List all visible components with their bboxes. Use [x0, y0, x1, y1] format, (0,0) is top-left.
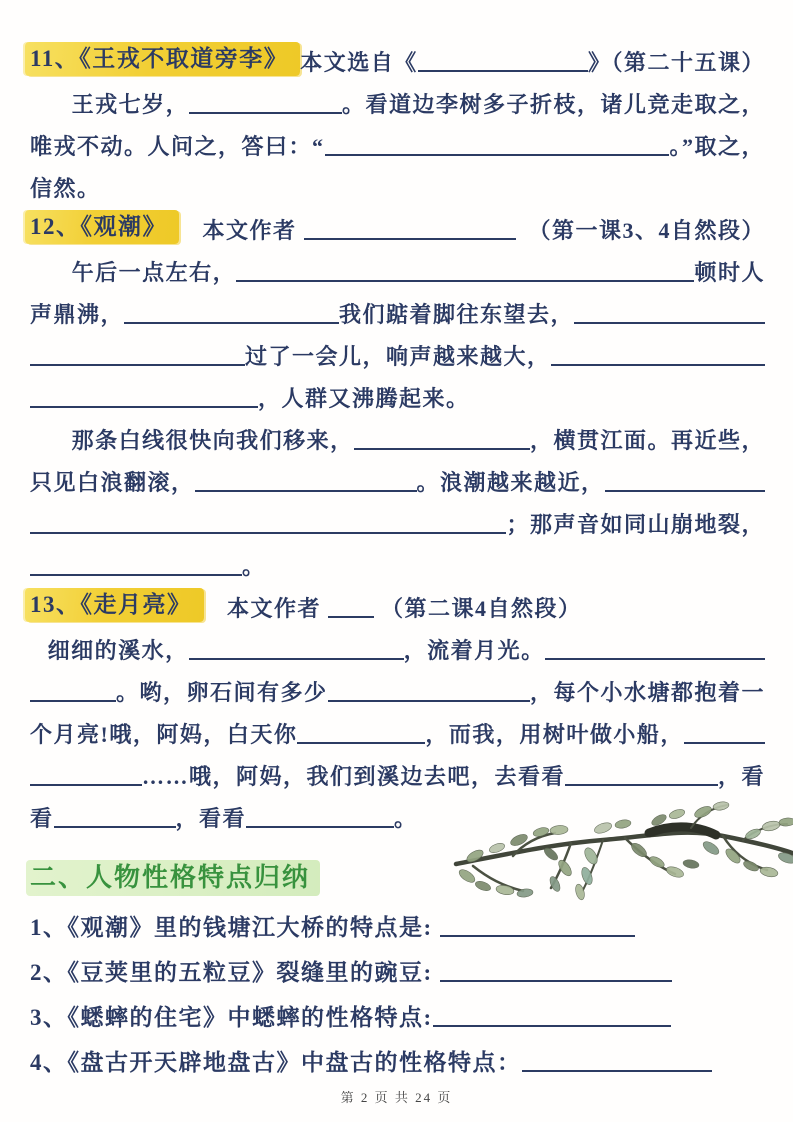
text-run: ，流着月光。 — [403, 638, 545, 664]
q13-title-line — [30, 580, 765, 622]
text-run: 。”取之， — [669, 134, 765, 160]
highlighted-lesson-title: 13、《走月亮》 — [25, 588, 204, 622]
fill-in-blank — [328, 690, 530, 702]
section2-item-2 — [30, 941, 765, 986]
text-run: 顿时人 — [694, 260, 765, 286]
text-run: 1、《观潮》里的钱塘江大桥的特点是: — [30, 915, 440, 941]
text-run: 。看道边李树多子折枝，诸儿竞走取之， — [341, 92, 765, 118]
fill-in-blank — [433, 1015, 671, 1027]
fill-in-blank — [54, 816, 176, 828]
q11-text-line — [30, 76, 765, 118]
text-run: 过了一会儿，响声越来越大， — [245, 344, 551, 370]
text-run: 那条白线很快向我们移来， — [71, 428, 354, 454]
fill-in-blank — [522, 1060, 712, 1072]
q13-text-line — [30, 748, 765, 790]
text-run: 信然。 — [30, 176, 101, 202]
fill-in-blank — [30, 690, 116, 702]
text-run: 4、《盘古开天辟地盘古》中盘古的性格特点： — [30, 1050, 522, 1076]
fill-in-blank — [304, 228, 516, 240]
text-run: 。哟，卵石间有多少 — [116, 680, 328, 706]
q12-text-line — [30, 412, 765, 454]
fill-in-blank — [684, 732, 765, 744]
text-run: 只见白浪翻滚， — [30, 470, 195, 496]
text-run: 午后一点左右， — [71, 260, 237, 286]
text-run: 》（第二十五课） — [587, 50, 765, 76]
q12-text-line — [30, 538, 765, 580]
q11-title-line — [30, 34, 765, 76]
fill-in-blank — [30, 522, 506, 534]
text-run: 本文作者 — [203, 596, 329, 622]
fill-in-blank — [545, 648, 765, 660]
fill-in-blank — [189, 102, 342, 114]
text-run: （第一课3、4自然段） — [515, 218, 765, 244]
text-run: 。 — [394, 806, 418, 832]
fill-in-blank — [354, 438, 530, 450]
fill-in-blank — [325, 144, 670, 156]
text-run: ，而我，用树叶做小船， — [425, 722, 684, 748]
section-heading: 二、人物性格特点归纳 — [26, 860, 320, 896]
fill-in-blank — [565, 774, 718, 786]
q12-title-line — [30, 202, 765, 244]
fill-in-blank — [297, 732, 425, 744]
q12-text-line — [30, 244, 765, 286]
q12-text-line — [30, 454, 765, 496]
fill-in-blank — [195, 480, 417, 492]
branch-leaves-image — [453, 798, 793, 908]
text-run: 个月亮!哦，阿妈，白天你 — [30, 722, 298, 748]
text-run: ，看看 — [175, 806, 247, 832]
text-run: ，每个小水塘都抱着一 — [529, 680, 765, 706]
fill-in-blank — [30, 354, 245, 366]
text-run: 。 — [242, 554, 266, 580]
text-run: 本文作者 — [179, 218, 304, 244]
text-run: ……哦，阿妈，我们到溪边去吧，去看看 — [142, 764, 566, 790]
section2-item-4 — [30, 1031, 765, 1076]
text-run: 2、《豆荚里的五粒豆》裂缝里的豌豆: — [30, 960, 440, 986]
section2-item-3 — [30, 986, 765, 1031]
text-run: 唯戎不动。人问之，答曰：“ — [30, 134, 325, 160]
text-run: 3、《蟋蟀的住宅》中蟋蟀的性格特点: — [30, 1005, 433, 1031]
fill-in-blank — [551, 354, 765, 366]
q13-text-line — [30, 622, 765, 664]
highlighted-lesson-title: 11、《王戎不取道旁李》 — [25, 42, 300, 76]
fill-in-blank — [246, 816, 394, 828]
text-run: 细细的溪水， — [47, 638, 189, 664]
fill-in-blank — [30, 774, 142, 786]
q12-text-line — [30, 496, 765, 538]
worksheet-body — [30, 34, 765, 1076]
q12-text-line — [30, 286, 765, 328]
q13-text-line — [30, 664, 765, 706]
fill-in-blank — [574, 312, 765, 324]
q12-text-line — [30, 370, 765, 412]
text-run: ，人群又沸腾起来。 — [258, 386, 470, 412]
fill-in-blank — [440, 970, 672, 982]
q11-text-line — [30, 118, 765, 160]
text-run: ；那声音如同山崩地裂， — [506, 512, 765, 538]
fill-in-blank — [440, 925, 635, 937]
text-run: 王戎七岁， — [71, 92, 190, 118]
text-run: （第二课4自然段） — [374, 596, 582, 622]
q13-text-line — [30, 706, 765, 748]
fill-in-blank — [189, 648, 404, 660]
text-run: 本文选自《 — [300, 50, 418, 76]
fill-in-blank — [30, 564, 242, 576]
fill-in-blank — [124, 312, 339, 324]
fill-in-blank — [30, 396, 258, 408]
text-run: ，看 — [717, 764, 765, 790]
fill-in-blank — [418, 60, 588, 72]
highlighted-lesson-title: 12、《观潮》 — [25, 210, 179, 244]
branch-leaves — [457, 801, 793, 901]
fill-in-blank — [605, 480, 765, 492]
text-run: 声鼎沸， — [30, 302, 125, 328]
page-footer: 第 2 页 共 24 页 — [340, 1090, 453, 1105]
text-run: 我们踮着脚往东望去， — [339, 302, 575, 328]
fill-in-blank — [236, 270, 694, 282]
q12-text-line — [30, 328, 765, 370]
text-run: ，横贯江面。再近些， — [529, 428, 765, 454]
text-run: 看 — [30, 806, 54, 832]
text-run: 。浪潮越来越近， — [416, 470, 605, 496]
q11-text-line — [30, 160, 765, 202]
branch-stems — [456, 805, 793, 891]
fill-in-blank — [328, 606, 374, 618]
